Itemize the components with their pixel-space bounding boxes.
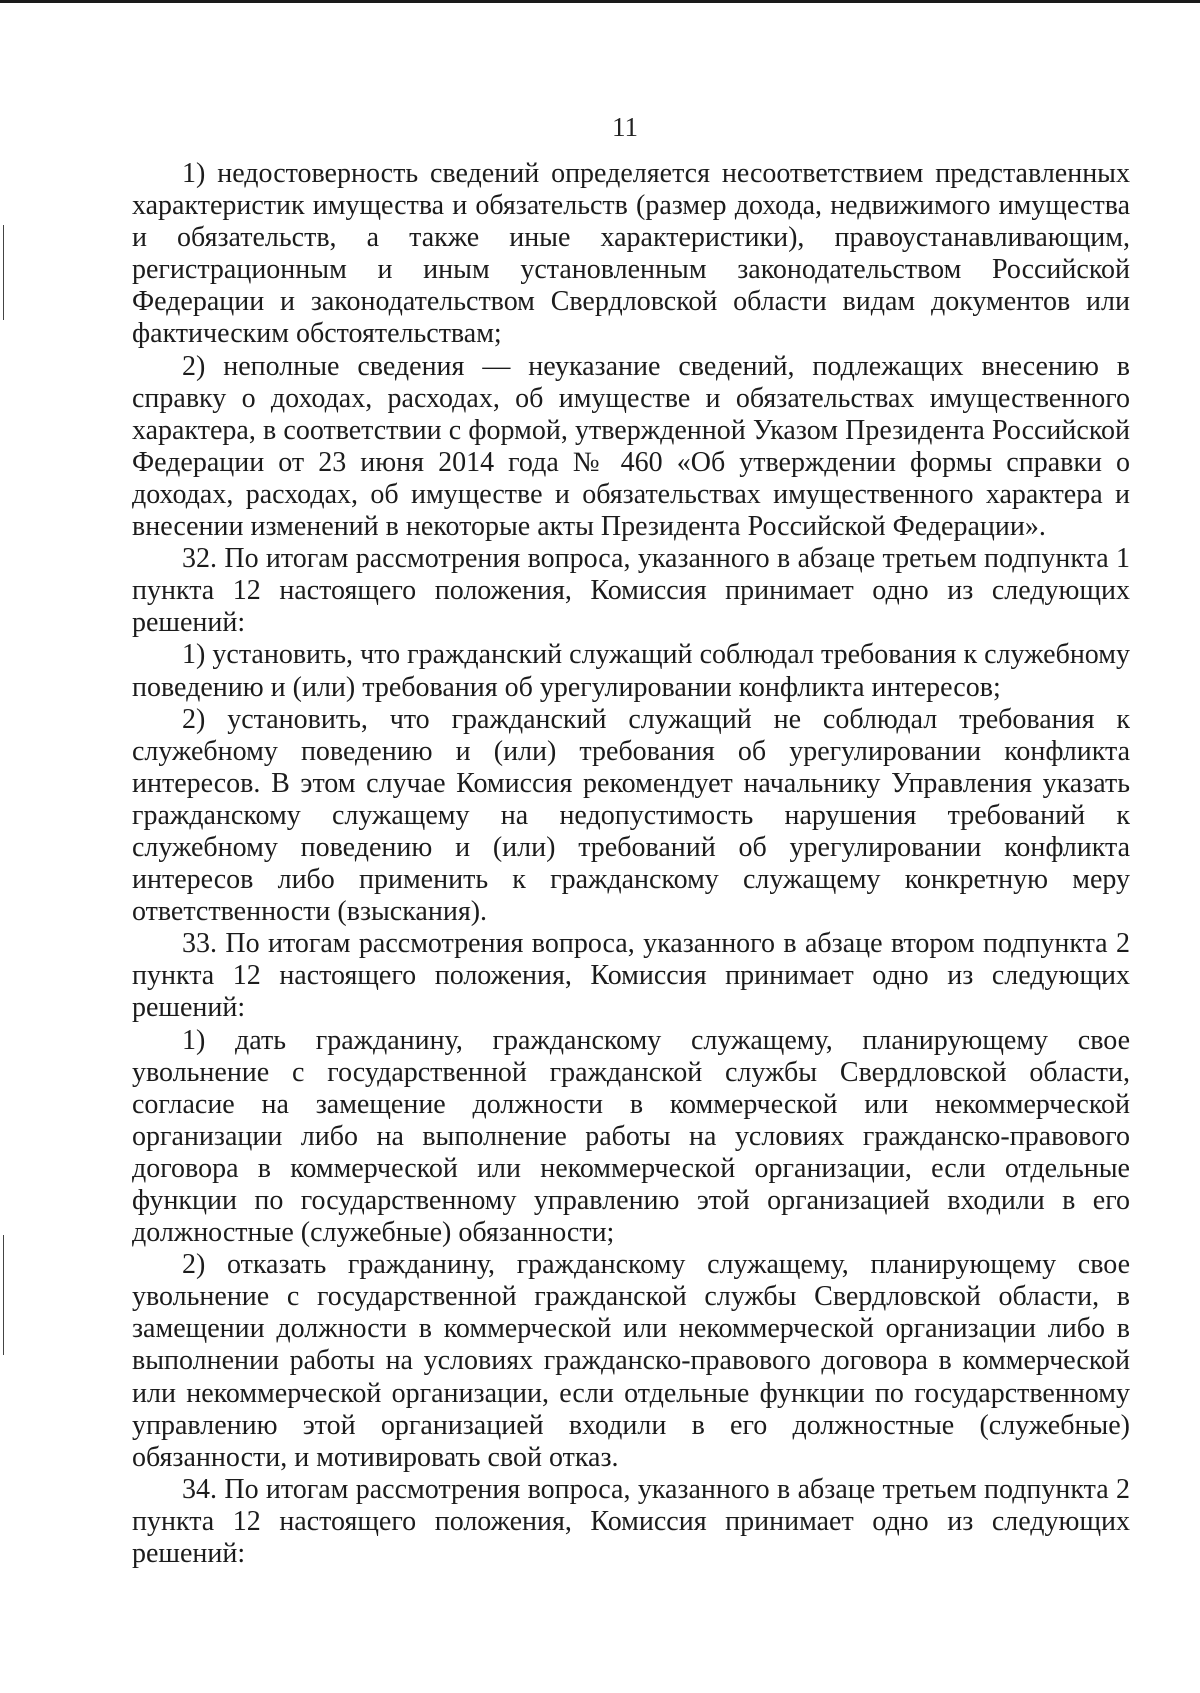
paragraph-clause-32-item-2: 2) установить, что гражданский служащий не соблюдал требования к служебному поведению и (или) требования об урегулировании конфликта интересов. В этом случае Комиссия рекомендует начальнику Управления указать гражданскому служащему на недопустимость нарушения требований к служебному поведению и (или) требований об урегулировании конфликта интересов либо применить к гражданскому служащему конкретную меру ответственности (взыскания). [132,703,1130,928]
page-number: 11 [612,112,638,142]
document-body [132,158,1130,1570]
scan-left-edge-mark [3,225,4,320]
paragraph-clause-32-item-1: 1) установить, что гражданский служащий соблюдал требования к служебному поведению и (или) требования об урегулировании конфликта интересов; [132,639,1130,703]
paragraph-clause-33: 33. По итогам рассмотрения вопроса, указанного в абзаце втором подпункта 2 пункта 12 настоящего положения, Комиссия принимает одно из следующих решений: [132,928,1130,1024]
scan-top-edge [0,0,1200,3]
paragraph-clause-32: 32. По итогам рассмотрения вопроса, указанного в абзаце третьем подпункта 1 пункта 12 настоящего положения, Комиссия принимает одно из следующих решений: [132,543,1130,639]
paragraph-item-2-incomplete-info: 2) неполные сведения — неуказание сведений, подлежащих внесению в справку о доходах, расходах, об имуществе и обязательствах имущественного характера, в соответствии с формой, утвержденной Указом Президента Российской Федерации от 23 июня 2014 года № 460 «Об утверждении формы справки о доходах, расходах, об имуществе и обязательствах имущественного характера и внесении изменений в некоторые акты Президента Российской Федерации». [132,350,1130,543]
paragraph-clause-33-item-2: 2) отказать гражданину, гражданскому служащему, планирующему свое увольнение с государственной гражданской службы Свердловской области, в замещении должности в коммерческой или некоммерческой организации либо в выполнении работы на условиях гражданско-правового договора в коммерческой или некоммерческой организации, если отдельные функции по государственному управлению этой организацией входили в его должностные (служебные) обязанности, и мотивировать свой отказ. [132,1249,1130,1473]
scan-left-edge-mark [3,1235,4,1355]
paragraph-clause-34: 34. По итогам рассмотрения вопроса, указанного в абзаце третьем подпункта 2 пункта 12 настоящего положения, Комиссия принимает одно из следующих решений: [132,1473,1130,1570]
paragraph-clause-33-item-1: 1) дать гражданину, гражданскому служащему, планирующему свое увольнение с государственной гражданской службы Свердловской области, согласие на замещение должности в коммерческой или некоммерческой организации либо на выполнение работы на условиях гражданско-правового договора в коммерческой или некоммерческой организации, если отдельные функции по государственному управлению этой организацией входили в его должностные (служебные) обязанности; [132,1024,1130,1249]
paragraph-item-1-unreliable-info: 1) недостоверность сведений определяется несоответствием представленных характеристик имущества и обязательств (размер дохода, недвижимого имущества и обязательств, а также иные характеристики), правоустанавливающим, регистрационным и иным установленным законодательством Российской Федерации и законодательством Свердловской области видам документов или фактическим обстоятельствам; [132,158,1130,350]
